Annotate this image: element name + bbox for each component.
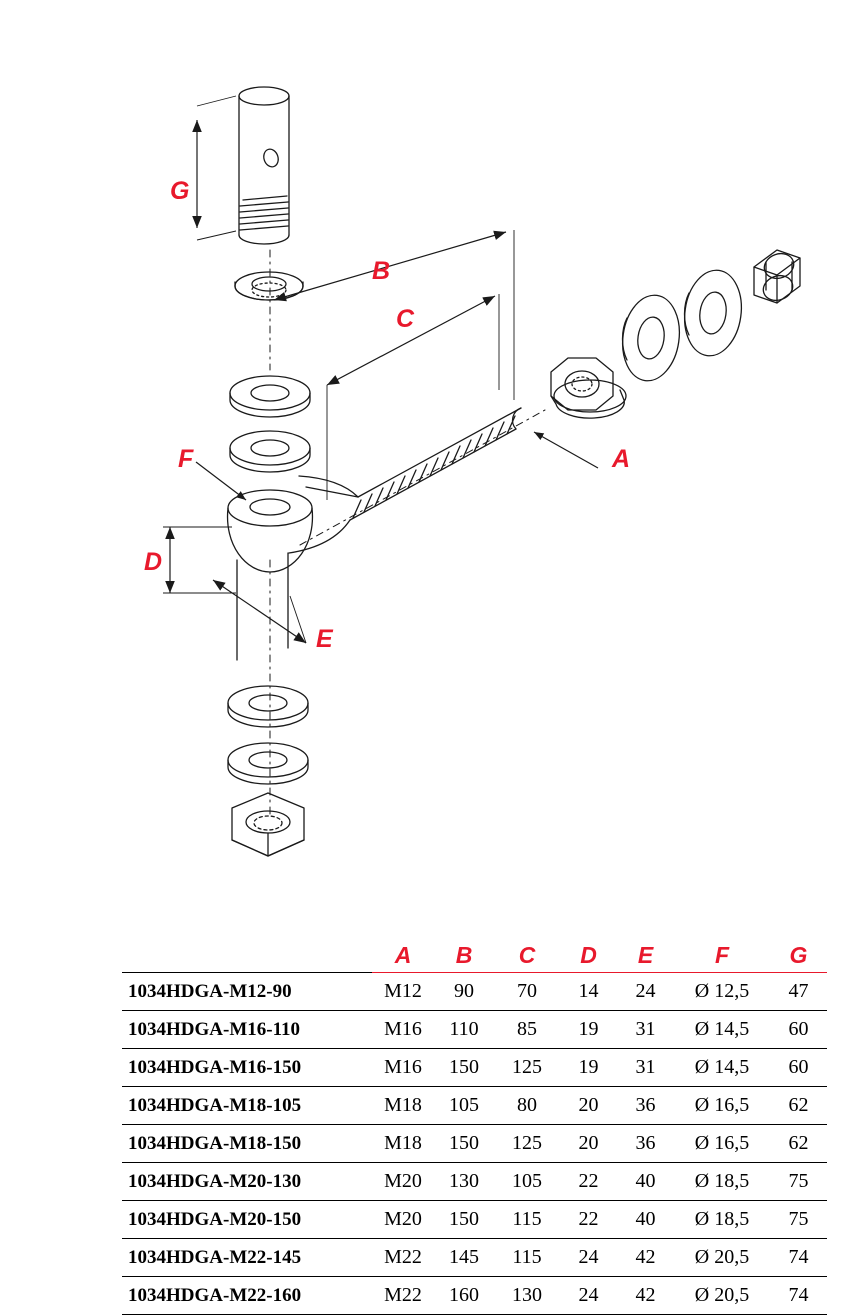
cell-e: 42	[635, 1246, 656, 1268]
cell-c: 130	[512, 1284, 542, 1306]
cell-c: 125	[512, 1056, 542, 1078]
cell-g: 62	[788, 1094, 809, 1116]
column-header-code	[122, 938, 372, 973]
column-header-c: C	[518, 941, 536, 968]
callout-label-B: B	[372, 257, 391, 285]
cell-e: 40	[635, 1208, 656, 1230]
cell-f: Ø 20,5	[694, 1246, 750, 1268]
table-row	[122, 1125, 827, 1163]
cell-code: 1034HDGA-M18-150	[128, 1132, 302, 1154]
callout-label-F: F	[178, 445, 194, 473]
cell-code: 1034HDGA-M22-145	[128, 1246, 302, 1268]
cell-f: Ø 20,5	[694, 1284, 750, 1306]
cell-a: M16	[384, 1018, 422, 1040]
cell-g: 60	[788, 1056, 809, 1078]
cell-a: M16	[384, 1056, 422, 1078]
cell-e: 40	[635, 1170, 656, 1192]
cell-f: Ø 14,5	[694, 1018, 750, 1040]
cell-d: 19	[578, 1056, 599, 1078]
table-row	[122, 1049, 827, 1087]
cell-a: M22	[384, 1246, 422, 1268]
cell-b: 160	[449, 1284, 479, 1306]
column-header-f: F	[714, 941, 730, 968]
cell-c: 80	[517, 1094, 537, 1116]
cell-d: 22	[578, 1208, 599, 1230]
cell-g: 74	[788, 1246, 809, 1268]
cell-g: 62	[788, 1132, 809, 1154]
cell-a: M18	[384, 1094, 422, 1116]
cell-f: Ø 18,5	[694, 1170, 750, 1192]
part-washer-stack-right	[617, 267, 746, 385]
part-threaded-shank	[350, 408, 521, 520]
cell-e: 24	[635, 980, 656, 1002]
cell-a: M20	[384, 1208, 422, 1230]
cell-g: 60	[788, 1018, 809, 1040]
cell-a: M18	[384, 1132, 422, 1154]
column-header-a: A	[394, 941, 412, 968]
cell-a: M20	[384, 1170, 422, 1192]
dimension-F	[196, 462, 246, 500]
cell-c: 70	[517, 980, 537, 1002]
dimension-E	[213, 580, 306, 643]
cell-b: 150	[449, 1056, 479, 1078]
column-header-g: G	[789, 941, 808, 968]
cell-code: 1034HDGA-M20-150	[128, 1208, 302, 1230]
table-row	[122, 973, 827, 1011]
cell-a: M12	[384, 980, 422, 1002]
cell-e: 31	[635, 1018, 656, 1040]
table-header-row	[122, 938, 827, 973]
cell-code: 1034HDGA-M16-110	[128, 1018, 301, 1040]
cell-b: 150	[449, 1132, 479, 1154]
cell-c: 125	[512, 1132, 542, 1154]
cell-d: 24	[578, 1284, 599, 1306]
part-washer-top	[235, 272, 303, 300]
callout-label-C: C	[396, 305, 415, 333]
table-body	[122, 973, 827, 1315]
dimension-A	[534, 432, 598, 468]
column-header-d: D	[580, 941, 597, 968]
table-row	[122, 1277, 827, 1315]
callout-label-G: G	[170, 177, 190, 205]
cell-b: 145	[449, 1246, 479, 1268]
callout-label-A: A	[612, 445, 631, 473]
column-header-b: B	[455, 941, 473, 968]
table-row	[122, 1163, 827, 1201]
cell-b: 110	[449, 1018, 479, 1040]
part-flange-nut	[551, 358, 626, 418]
dimension-lines	[163, 96, 598, 643]
cell-e: 31	[635, 1056, 656, 1078]
cell-g: 75	[788, 1208, 809, 1230]
part-pin-sleeve	[239, 87, 289, 244]
callout-label-D: D	[144, 548, 163, 576]
cell-b: 105	[449, 1094, 479, 1116]
part-hex-nut-bottom	[232, 793, 304, 856]
cell-d: 20	[578, 1094, 599, 1116]
table-row	[122, 1201, 827, 1239]
cell-code: 1034HDGA-M16-150	[128, 1056, 302, 1078]
cell-e: 42	[635, 1284, 656, 1306]
cell-code: 1034HDGA-M20-130	[128, 1170, 302, 1192]
cell-f: Ø 18,5	[694, 1208, 750, 1230]
table-row	[122, 1239, 827, 1277]
cell-g: 74	[788, 1284, 809, 1306]
cell-code: 1034HDGA-M22-160	[128, 1284, 302, 1306]
cell-e: 36	[635, 1132, 656, 1154]
cell-b: 90	[454, 980, 474, 1002]
cell-c: 105	[512, 1170, 542, 1192]
cell-d: 20	[578, 1132, 599, 1154]
cell-c: 85	[517, 1018, 537, 1040]
table-header	[122, 938, 827, 973]
cell-c: 115	[512, 1208, 542, 1230]
table-row	[122, 1011, 827, 1049]
column-header-e: E	[637, 941, 654, 968]
cell-f: Ø 16,5	[694, 1094, 750, 1116]
cell-d: 14	[578, 980, 599, 1002]
cell-g: 75	[788, 1170, 809, 1192]
part-eye-lower-shank	[237, 553, 288, 660]
cell-code: 1034HDGA-M18-105	[128, 1094, 302, 1116]
callout-label-E: E	[316, 625, 334, 653]
cell-d: 24	[578, 1246, 599, 1268]
cell-b: 150	[449, 1208, 479, 1230]
cell-d: 22	[578, 1170, 599, 1192]
part-hex-nut-right	[754, 250, 800, 305]
part-washer-stack-upper	[230, 376, 310, 472]
part-washer-stack-lower	[228, 686, 308, 784]
cell-b: 130	[449, 1170, 479, 1192]
cell-a: M22	[384, 1284, 422, 1306]
cell-c: 115	[512, 1246, 542, 1268]
cell-f: Ø 16,5	[694, 1132, 750, 1154]
cell-f: Ø 12,5	[694, 980, 750, 1002]
cell-code: 1034HDGA-M12-90	[128, 980, 292, 1002]
cell-f: Ø 14,5	[694, 1056, 750, 1078]
table-row	[122, 1087, 827, 1125]
cell-g: 47	[788, 980, 809, 1002]
cell-d: 19	[578, 1018, 599, 1040]
specification-table	[122, 938, 827, 1315]
cell-e: 36	[635, 1094, 656, 1116]
